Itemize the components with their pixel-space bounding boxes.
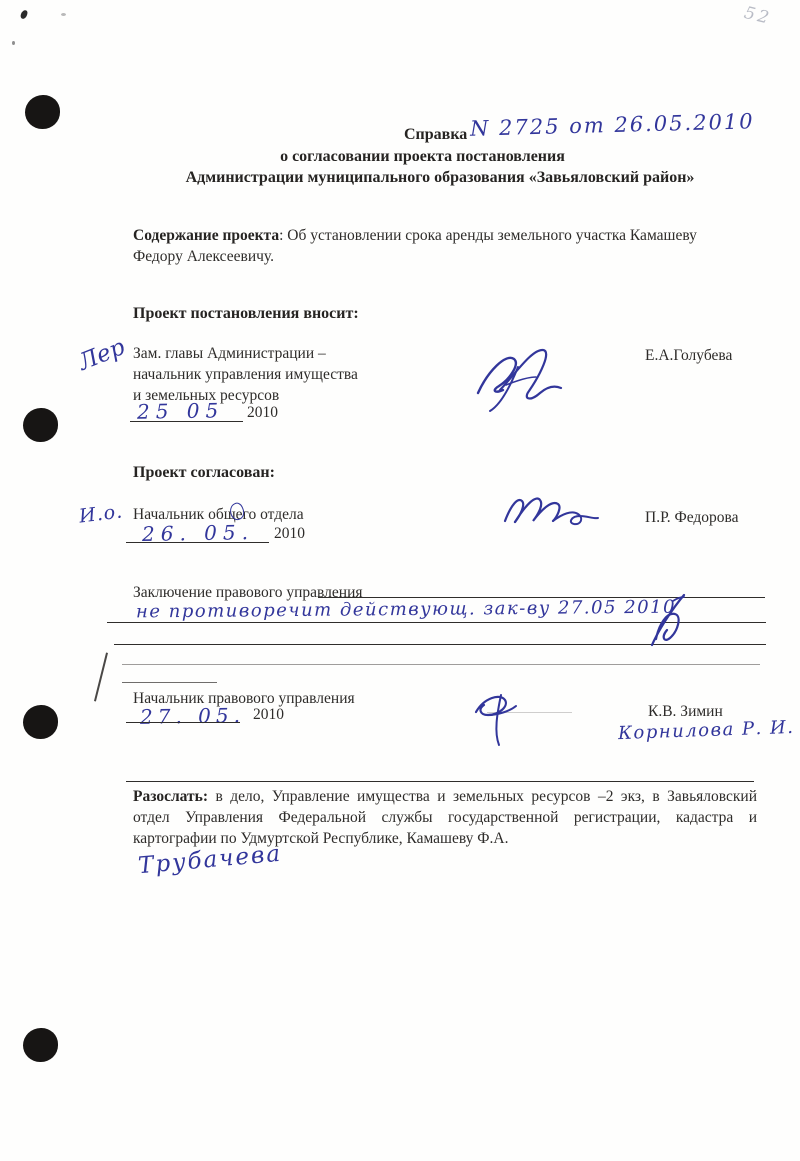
hole-punch-mark [23, 705, 58, 739]
approval-margin-note-handwritten: И.о. [77, 500, 125, 528]
initiator-date-underline [130, 421, 243, 422]
legal-signature [470, 688, 522, 748]
legal-label: Заключение правового управления [133, 584, 363, 601]
initiator-margin-note-handwritten: Лер [74, 334, 129, 376]
scan-speck [20, 9, 29, 20]
distribution-paragraph [133, 786, 757, 849]
distribution-label: Разослать: [133, 788, 209, 805]
project-summary-text: : Об установлении срока аренды земельного участка Камашеву Федору Алексеевичу. [133, 227, 697, 265]
distribution-text: в дело, Управление имущества и земельных ресурсов –2 экз, в Завьяловский отдел Управления Федеральной службы государственной регистрации, кадастра и картографии по Удмуртской Республике, Камашеву Ф.А. [133, 788, 757, 847]
scan-speck [61, 13, 66, 16]
initiator-position-line: и земельных ресурсов [133, 387, 280, 404]
approval-date-handwritten: 26. 05. [141, 520, 255, 546]
hole-punch-mark [25, 95, 60, 129]
scan-speck [12, 41, 15, 45]
hole-punch-mark [23, 408, 58, 442]
legal-paraph-signature [646, 593, 696, 649]
legal-signer-name: К.В. Зимин [648, 703, 723, 720]
legal-rule-3 [122, 664, 760, 665]
margin-slash-mark [94, 653, 108, 702]
legal-position: Начальник правового управления [133, 690, 355, 707]
initiator-date-handwritten: 25 05 [136, 398, 225, 424]
initiator-position [133, 343, 453, 406]
approval-signature [501, 491, 603, 533]
approval-signer-name: П.Р. Федорова [645, 509, 739, 526]
initiator-signer-name: Е.А.Голубева [645, 347, 733, 364]
doc-subtitle-2: Администрации муниципального образования «Завьяловский район» [185, 169, 695, 186]
hole-punch-mark [23, 1028, 58, 1062]
initiator-position-line: Зам. главы Администрации – [133, 345, 326, 362]
doc-subtitle-1: о согласовании проекта постановления [280, 148, 565, 165]
page-number-handwritten: 52 [741, 2, 774, 30]
approval-heading: Проект согласован: [133, 464, 275, 481]
project-summary-paragraph [133, 225, 741, 267]
distribution-separator-rule [126, 781, 754, 782]
initiator-position-line: начальник управления имущества [133, 366, 358, 383]
doc-number-handwritten: N 2725 от 26.05.2010 [469, 109, 755, 141]
legal-conclusion-handwritten: не противоречит действующ. зак-ву 27.05 2010 [135, 596, 677, 623]
initiator-year: 2010 [247, 404, 278, 421]
initiator-signature [472, 341, 568, 415]
initiator-heading: Проект постановления вносит: [133, 305, 359, 322]
approval-year: 2010 [274, 525, 305, 542]
project-summary-label: Содержание проекта [133, 227, 280, 244]
approval-position: Начальник общего отдела [133, 506, 304, 523]
legal-date-underline [126, 722, 240, 723]
legal-rule-short [122, 682, 217, 683]
legal-date-handwritten: 27. 05. [139, 703, 246, 729]
approval-date-underline [126, 542, 269, 543]
legal-year: 2010 [253, 706, 284, 723]
legal-signer-name-handwritten: Корнилова Р. И. [617, 716, 795, 745]
distribution-signature-handwritten: Трубачева [137, 840, 284, 880]
doc-type-title: Справка [404, 126, 468, 143]
